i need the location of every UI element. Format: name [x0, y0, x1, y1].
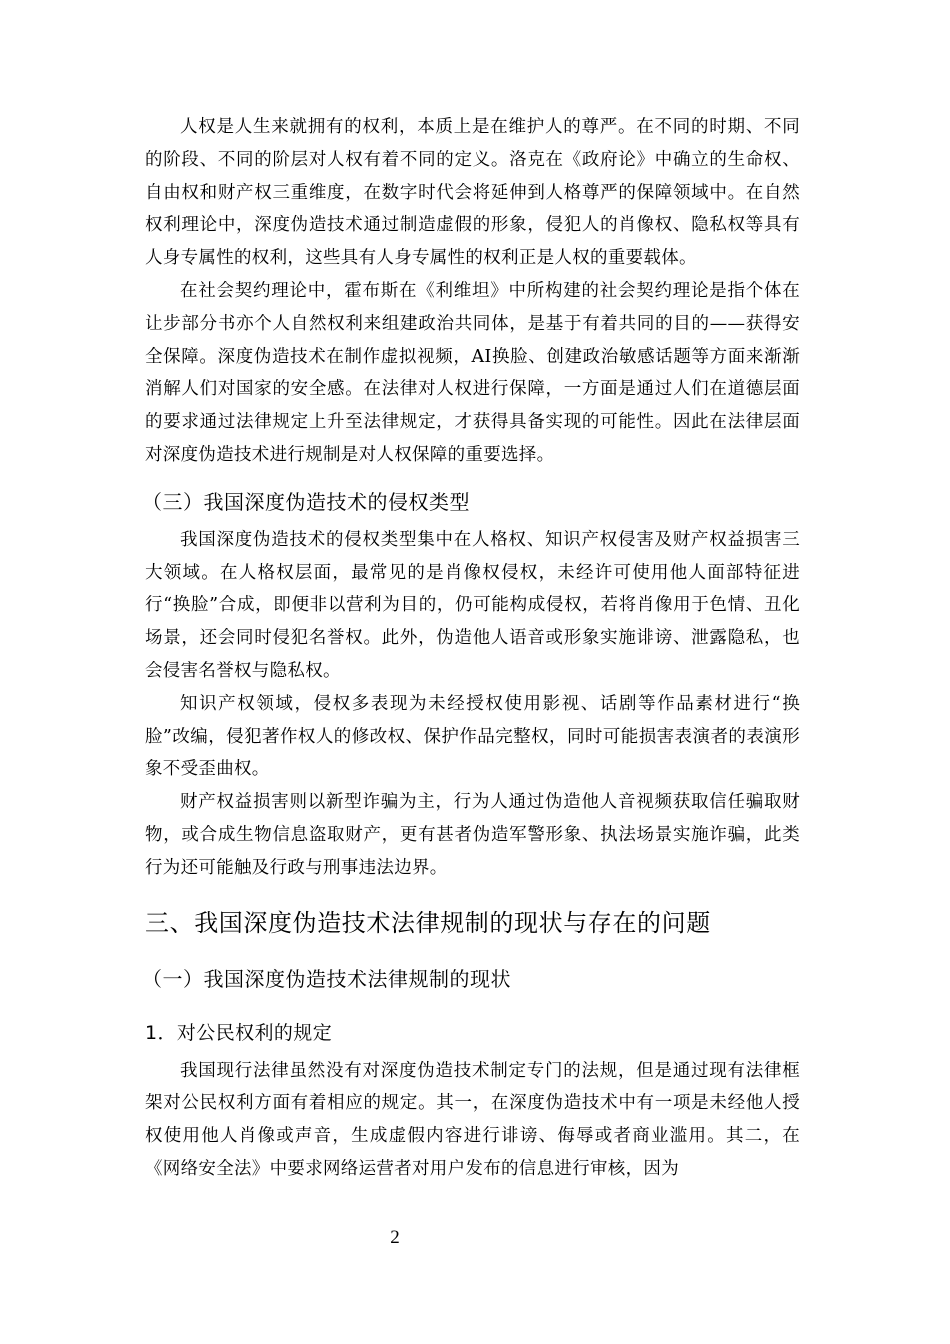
- paragraph-intellectual-property: 知识产权领域，侵权多表现为未经授权使用影视、话剧等作品素材进行“换脸”改编，侵犯著作权人的修改权、保护作品完整权，同时可能损害表演者的表演形象不受歪曲权。: [145, 693, 800, 780]
- subheading-citizen-rights: 1．对公民权利的规定: [145, 1021, 333, 1044]
- paragraph-social-contract: 在社会契约理论中，霍布斯在《利维坦》中所构建的社会契约理论是指个体在让步部分书亦个人自然权利来组建政治共同体，是基于有着共同的目的——获得安全保障。深度伪造技术在制作虚拟视频，AI换脸、创建政治敏感话题等方面来渐渐消解人们对国家的安全感。在法律对人权进行保障，一方面是通过人们在道德层面的要求通过法律规定上升至法律规定，才获得具备实现的可能性。因此在法律层面对深度伪造技术进行规制是对人权保障的重要选择。: [145, 280, 800, 465]
- chapter-heading-legal-regulation: 三、我国深度伪造技术法律规制的现状与存在的问题: [145, 908, 711, 937]
- paragraph-citizen-rights: 我国现行法律虽然没有对深度伪造技术制定专门的法规，但是通过现有法律框架对公民权利方面有着相应的规定。其一，在深度伪造技术中有一项是未经他人授权使用他人肖像或声音，生成虚假内容进行诽谤、侮辱或者商业滥用。其二，在《网络安全法》中要求网络运营者对用户发布的信息进行审核，因为: [145, 1060, 800, 1179]
- paragraph-property-damage: 财产权益损害则以新型诈骗为主，行为人通过伪造他人音视频获取信任骗取财物，或合成生物信息盗取财产，更有甚者伪造军警形象、执法场景实施诈骗，此类行为还可能触及行政与刑事违法边界。: [145, 792, 800, 878]
- page-body: [142, 111, 800, 1186]
- paragraph-human-rights: 人权是人生来就拥有的权利，本质上是在维护人的尊严。在不同的时期、不同的阶段、不同的阶层对人权有着不同的定义。洛克在《政府论》中确立的生命权、自由权和财产权三重维度，在数字时代会将延伸到人格尊严的保障领域中。在自然权利理论中，深度伪造技术通过制造虚假的形象，侵犯人的肖像权、隐私权等具有人身专属性的权利，这些具有人身专属性的权利正是人权的重要载体。: [145, 117, 800, 269]
- section-heading-infringement-types: （三）我国深度伪造技术的侵权类型: [142, 489, 470, 514]
- page-number: 2: [390, 1227, 400, 1248]
- section-heading-current-status: （一）我国深度伪造技术法律规制的现状: [142, 966, 511, 991]
- paragraph-infringement-overview: 我国深度伪造技术的侵权类型集中在人格权、知识产权侵害及财产权益损害三大领域。在人格权层面，最常见的是肖像权侵权，未经许可使用他人面部特征进行“换脸”合成，即便非以营利为目的，仍可能构成侵权，若将肖像用于色情、丑化场景，还会同时侵犯名誉权。此外，伪造他人语音或形象实施诽谤、泄露隐私，也会侵害名誉权与隐私权。: [145, 529, 800, 681]
